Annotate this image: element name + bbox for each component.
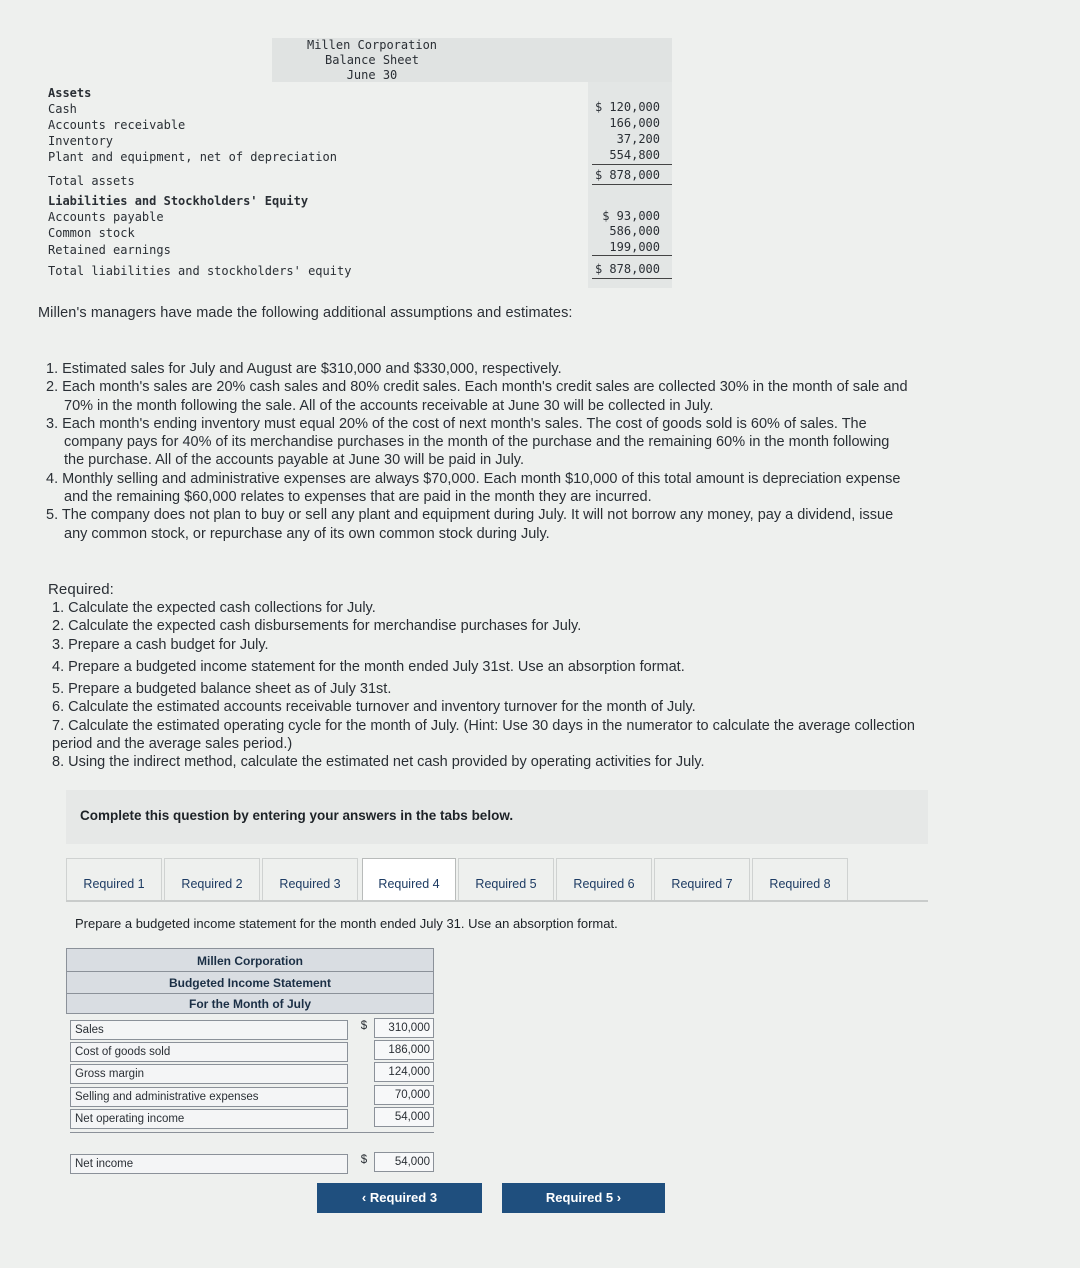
prev-button-label: Required 3 [369,1190,438,1205]
is-company: Millen Corporation [197,954,303,968]
assumption-5 [46,506,908,543]
is-period: For the Month of July [67,993,433,1013]
assumptions-list [46,360,908,543]
total-liab-label: Total liabilities and stockholders' equity [48,264,352,278]
assumption-text: and the remaining $60,000 relates to expenses that are paid in the month they are incurred. [64,489,652,506]
is-title: Budgeted Income Statement [67,971,433,993]
assumption-text: 4. Monthly selling and administrative expenses are always $70,000. Each month $10,000 of this total amount is depreciation expense [46,470,901,487]
balance-sheet-header [272,38,672,82]
dollar-sign: $ [360,1154,368,1166]
tab-required-8[interactable]: Required 8 [752,858,848,900]
total-liab-value: $ 878,000 [594,262,660,276]
required-heading: Required: [48,581,114,598]
chevron-right-icon: › [616,1190,622,1205]
is-cogs-label[interactable]: Cost of goods sold [70,1042,348,1062]
is-noi-value[interactable]: 54,000 [374,1107,434,1127]
divider [70,1132,434,1133]
balance-sheet-company: Millen Corporation [306,38,438,52]
cash-label: Cash [48,102,77,116]
is-net-income-label[interactable]: Net income [70,1154,348,1174]
ap-label: Accounts payable [48,210,164,224]
cash-value: $ 120,000 [594,100,660,114]
plant-value: 554,800 [609,148,660,162]
balance-sheet [40,38,672,288]
required-item: 4. Prepare a budgeted income statement for the month ended July 31st. Use an absorption format. [52,658,685,675]
total-assets-label: Total assets [48,174,135,188]
next-button-label: Required 5 [545,1190,614,1205]
required-item: 3. Prepare a cash budget for July. [52,636,269,653]
is-net-income-value[interactable]: 54,000 [374,1152,434,1172]
balance-sheet-title: Balance Sheet [325,53,419,67]
assets-heading: Assets [48,86,92,100]
assumption-text: any common stock, or repurchase any of its own common stock during July. [64,525,550,542]
panel-instruction: Complete this question by entering your answers in the tabs below. [80,808,514,823]
required-item: 1. Calculate the expected cash collections for July. [52,600,376,616]
required-item: 8. Using the indirect method, calculate the estimated net cash provided by operating activities for July. [52,754,705,771]
total-assets-value: $ 878,000 [594,168,660,182]
income-statement [66,948,436,1176]
assumption-3 [46,415,908,470]
question-panel [66,790,928,844]
assumption-text: 1. Estimated sales for July and August are $310,000 and $330,000, respectively. [46,361,562,377]
double-underline [592,278,672,279]
assumption-4 [46,470,908,507]
inventory-label: Inventory [48,134,114,148]
is-cogs-value[interactable]: 186,000 [374,1040,434,1060]
assumption-text: 70% in the month following the sale. All of the accounts receivable at June 30 will be collected in July. [64,397,714,414]
next-button[interactable] [502,1183,665,1213]
assumption-text: 5. The company does not plan to buy or sell any plant and equipment during July. It will not borrow any money, pay a dividend, issue [46,507,894,524]
common-stock-label: Common stock [48,226,135,240]
dollar-sign: $ [360,1020,368,1032]
tab-required-4[interactable]: Required 4 [362,858,456,900]
is-gross-margin-value[interactable]: 124,000 [374,1062,434,1082]
is-noi-label[interactable]: Net operating income [70,1109,348,1129]
tab-required-3[interactable]: Required 3 [262,858,358,900]
chevron-left-icon: ‹ [361,1190,367,1205]
assumptions-intro: Millen's managers have made the following additional assumptions and estimates: [38,305,573,321]
underline [592,164,672,165]
required-item: period and the average sales period.) [52,736,293,753]
retained-earnings-value: 199,000 [609,240,660,254]
assumption-text: 3. Each month's ending inventory must equal 20% of the cost of next month's sales. The cost of goods sold is 60% of sales. The [46,415,867,432]
tab-required-2[interactable]: Required 2 [164,858,260,900]
required-list [52,599,915,772]
is-sales-label[interactable]: Sales [70,1020,348,1040]
tab-instruction: Prepare a budgeted income statement for the month ended July 31. Use an absorption format. [75,916,618,931]
underline [592,255,672,256]
ar-label: Accounts receivable [48,118,186,132]
plant-label: Plant and equipment, net of depreciation [48,150,337,164]
income-statement-header [66,948,434,1014]
assumption-1 [46,360,908,378]
required-item: 2. Calculate the expected cash disbursements for merchandise purchases for July. [52,618,582,635]
required-item: 7. Calculate the estimated operating cycle for the month of July. (Hint: Use 30 days in the numerator to calculate the average collection [52,717,915,734]
inventory-value: 37,200 [616,132,660,146]
assumption-text: company pays for 40% of its merchandise purchases in the month of the purchase and the remaining 60% in the month following [64,434,890,451]
prev-button[interactable] [317,1183,482,1213]
tab-required-1[interactable]: Required 1 [66,858,162,900]
tab-required-7[interactable]: Required 7 [654,858,750,900]
assumption-2 [46,378,908,415]
assumption-text: the purchase. All of the accounts payable at June 30 will be paid in July. [64,452,524,469]
tab-bar [66,852,928,902]
ap-value: $ 93,000 [602,209,660,223]
retained-earnings-label: Retained earnings [48,243,171,257]
liabilities-heading: Liabilities and Stockholders' Equity [48,194,309,208]
is-sga-value[interactable]: 70,000 [374,1085,434,1105]
is-gross-margin-label[interactable]: Gross margin [70,1064,348,1084]
required-item: 5. Prepare a budgeted balance sheet as of July 31st. [52,681,392,698]
required-item: 6. Calculate the estimated accounts receivable turnover and inventory turnover for the month of July. [52,699,696,716]
tab-required-5[interactable]: Required 5 [458,858,554,900]
ar-value: 166,000 [609,116,660,130]
common-stock-value: 586,000 [609,224,660,238]
double-underline [592,184,672,185]
is-sales-value[interactable]: 310,000 [374,1018,434,1038]
balance-sheet-date: June 30 [346,68,398,82]
tab-required-6[interactable]: Required 6 [556,858,652,900]
assumption-text: 2. Each month's sales are 20% cash sales and 80% credit sales. Each month's credit sales are collected 30% in the month of sale and [46,379,908,396]
is-sga-label[interactable]: Selling and administrative expenses [70,1087,348,1107]
